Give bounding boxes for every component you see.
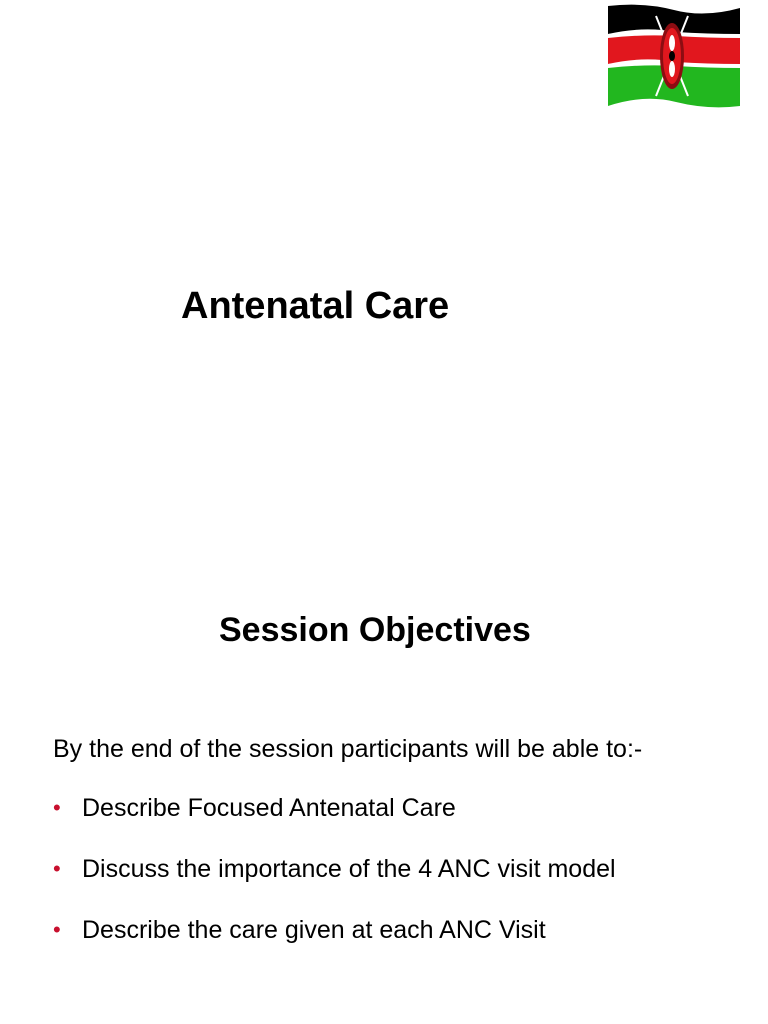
objectives-intro: By the end of the session participants will be able to:- [53, 735, 643, 763]
kenya-flag-icon [604, 2, 744, 110]
objective-item [53, 790, 616, 826]
objective-text: Describe Focused Antenatal Care [82, 794, 456, 822]
objective-text: Discuss the importance of the 4 ANC visit model [82, 855, 616, 883]
objective-item [53, 912, 616, 948]
bullet-icon: • [53, 917, 61, 942]
section-heading: Session Objectives [219, 611, 531, 649]
objectives-list [53, 790, 616, 973]
bullet-icon: • [53, 856, 61, 881]
objective-item [53, 851, 616, 887]
objective-text: Describe the care given at each ANC Visit [82, 916, 546, 944]
bullet-icon: • [53, 795, 61, 820]
slide-title: Antenatal Care [181, 285, 450, 327]
